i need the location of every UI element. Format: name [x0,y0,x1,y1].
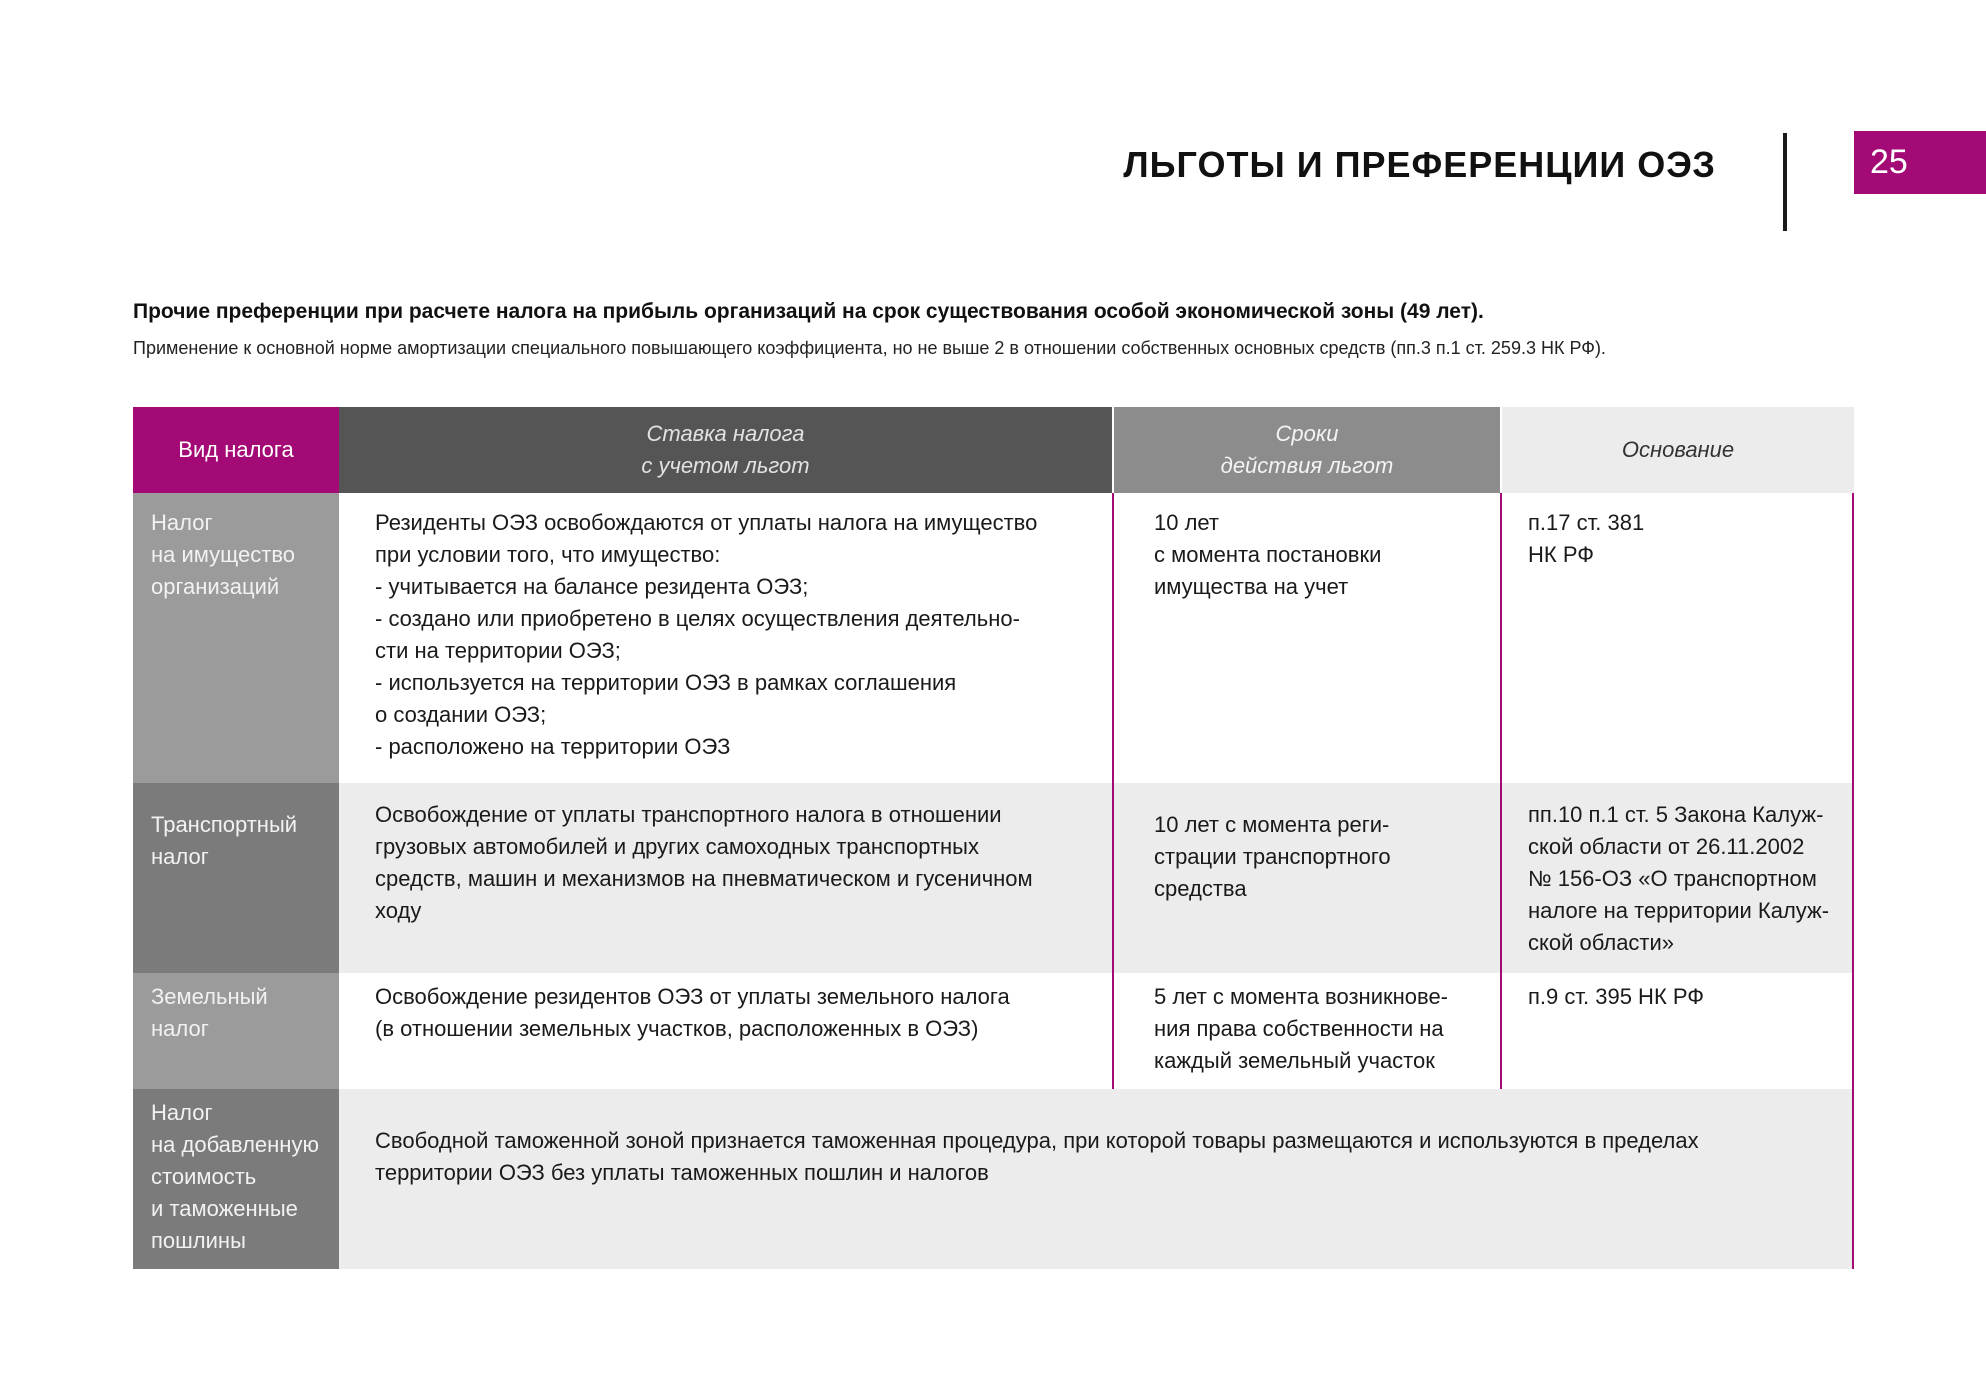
intro-heading: Прочие преференции при расчете налога на прибыль организаций на срок существования особой экономической зоны (49 лет). [133,300,1484,323]
header-tax-type-label: Вид налога [178,437,294,462]
row-tax-label-text: Налог на имущество организаций [151,510,295,599]
row-rate: Резиденты ОЭЗ освобождаются от уплаты налога на имущество при условии того, что имущество: - учитывается на балансе резидента ОЭЗ; - создано или приобретено в целях осуществления деятельно- сти на территории ОЭЗ; - используется на территории ОЭЗ в рамках соглашения о создании ОЭЗ; - расположено на территории ОЭЗ [339,493,1112,783]
header-term [1112,407,1500,493]
row-tax-label [133,783,339,973]
row-tax-label [133,973,339,1089]
intro-text: Применение к основной норме амортизации специального повышающего коэффициента, но не выше 2 в отношении собственных основных средств (пп.3 п.1 ст. 259.3 НК РФ). [133,338,1606,358]
table-row [133,1089,1854,1269]
header-basis-label: Основание [1621,437,1735,462]
header-tax-type [133,407,339,493]
row-rate: Освобождение резидентов ОЭЗ от уплаты земельного налога (в отношении земельных участков, расположенных в ОЭЗ) [339,973,1112,1089]
table-header-row [133,407,1854,493]
row-tax-label-text: Налог на добавленную стоимость и таможенные пошлины [151,1100,319,1253]
tax-benefits-table [133,407,1854,1269]
row-term: 10 лет с момента постановки имущества на учет [1112,493,1500,783]
row-rate: Освобождение от уплаты транспортного налога в отношении грузовых автомобилей и других самоходных транспортных средств, машин и механизмов на пневматическом и гусеничном ходу [339,783,1112,973]
page-title: ЛЬГОТЫ И ПРЕФЕРЕНЦИИ ОЭЗ [1123,144,1716,185]
row-term: 10 лет с момента реги- страции транспортного средства [1112,783,1500,973]
row-tax-label [133,493,339,783]
row-basis: п.9 ст. 395 НК РФ [1500,973,1854,1089]
table-row [133,493,1854,783]
row-tax-label-text: Транспортный налог [151,812,298,869]
row-tax-label-text: Земельный налог [151,984,268,1041]
header-basis [1500,407,1854,493]
row-term: 5 лет с момента возникнове- ния права собственности на каждый земельный участок [1112,973,1500,1089]
title-divider [1783,133,1787,231]
header-rate [339,407,1112,493]
table-row [133,973,1854,1089]
row-basis: пп.10 п.1 ст. 5 Закона Калуж- ской области от 26.11.2002 № 156-ОЗ «О транспортном налоге на территории Калуж- ской области» [1500,783,1854,973]
header-rate-label: Ставка налога с учетом льгот [641,421,810,478]
page-number-badge: 25 [1854,131,1986,194]
row-description: Свободной таможенной зоной признается таможенная процедура, при которой товары размещаются и используются в пределах территории ОЭЗ без уплаты таможенных пошлин и налогов [339,1089,1854,1269]
row-tax-label [133,1089,339,1269]
header-term-label: Сроки действия льгот [1220,421,1394,478]
row-basis: п.17 ст. 381 НК РФ [1500,493,1854,783]
table-row [133,783,1854,973]
